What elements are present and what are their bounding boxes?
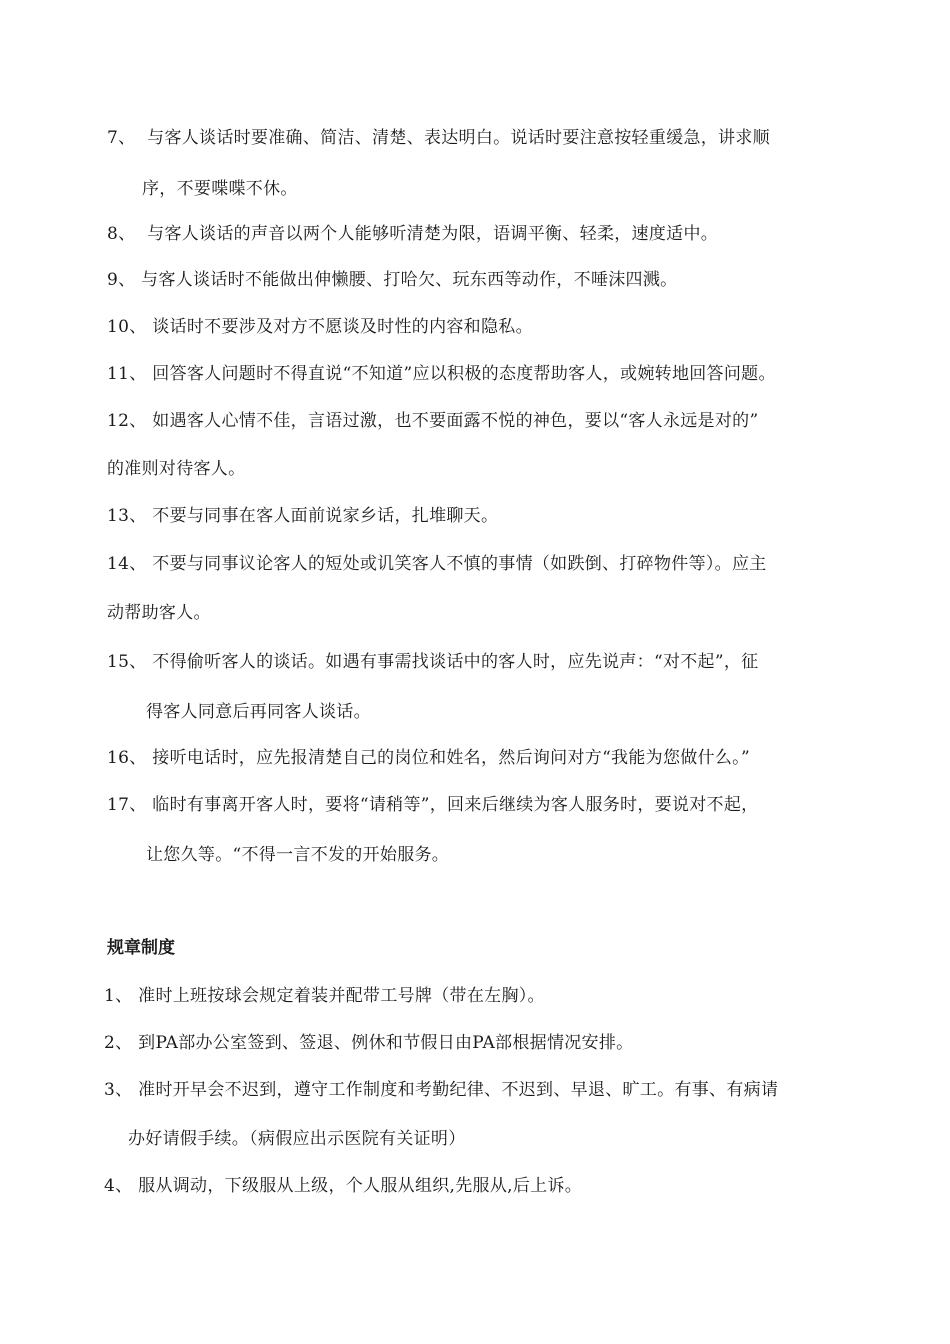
rule-item-13 (107, 504, 498, 528)
item-number: 9、 (107, 270, 136, 290)
regulation-item-3-continuation: 办好请假手续。（病假应出示医院有关证明） (128, 1129, 466, 1149)
rule-item-12 (107, 409, 758, 433)
rule-item-15-continuation: 得客人同意后再同客人谈话。 (146, 702, 371, 722)
item-number: 13、 (107, 506, 147, 526)
item-text: 不要与同事议论客人的短处或讥笑客人不慎的事情（如跌倒、打碎物件等）。应主 (152, 554, 767, 574)
rule-item-7 (107, 126, 770, 150)
rule-item-10 (107, 315, 533, 339)
item-text: 接听电话时，应先报清楚自己的岗位和姓名，然后询问对方“我能为您做什么。” (152, 748, 750, 768)
rule-item-17 (107, 793, 758, 817)
rule-item-11 (107, 362, 776, 386)
rule-item-12-continuation: 的准则对待客人。 (107, 459, 246, 479)
item-text: 不要与同事在客人面前说家乡话，扎堆聊天。 (152, 506, 499, 526)
item-number: 10、 (107, 317, 147, 337)
rule-item-7-continuation: 序，不要喋喋不休。 (142, 179, 298, 199)
item-text: 准时开早会不迟到，遵守工作制度和考勤纪律、不迟到、早退、旷工。有事、有病请 (138, 1080, 779, 1100)
item-text: 回答客人问题时不得直说“不知道”应以积极的态度帮助客人，或婉转地回答问题。 (152, 364, 776, 384)
item-text: 如遇客人心情不佳，言语过激，也不要面露不悦的神色，要以“客人永远是对的” (152, 411, 759, 431)
rule-item-14-continuation: 动帮助客人。 (107, 603, 211, 623)
item-number: 11、 (107, 364, 147, 384)
regulation-item-3 (104, 1078, 778, 1102)
item-number: 7、 (107, 128, 136, 148)
rule-item-9 (107, 268, 677, 292)
rule-item-14 (107, 552, 767, 576)
item-text: 不得偷听客人的谈话。如遇有事需找谈话中的客人时，应先说声：“对不起”，征 (152, 652, 759, 672)
item-number: 8、 (107, 224, 136, 244)
regulation-item-1 (104, 984, 545, 1008)
item-number: 17、 (107, 795, 147, 815)
item-text: 与客人谈话的声音以两个人能够听清楚为限，语调平衡、轻柔，速度适中。 (147, 224, 719, 244)
item-text: 到PA部办公室签到、签退、例休和节假日由PA部根据情况安排。 (138, 1033, 634, 1053)
item-text: 服从调动，下级服从上级，个人服从组织,先服从,后上诉。 (138, 1176, 583, 1196)
item-number: 14、 (107, 554, 147, 574)
regulation-item-4 (104, 1174, 582, 1198)
item-text: 与客人谈话时不能做出伸懒腰、打哈欠、玩东西等动作，不唾沫四溅。 (141, 270, 678, 290)
item-number: 2、 (104, 1033, 133, 1053)
item-number: 3、 (104, 1080, 133, 1100)
item-text: 谈话时不要涉及对方不愿谈及时性的内容和隐私。 (152, 317, 533, 337)
rule-item-15 (107, 650, 758, 674)
item-number: 1、 (104, 986, 133, 1006)
rule-item-17-continuation: 让您久等。“不得一言不发的开始服务。 (146, 845, 450, 865)
rule-item-16 (107, 746, 750, 770)
section-heading-regulations: 规章制度 (107, 938, 175, 958)
item-text: 临时有事离开客人时，要将“请稍等”，回来后继续为客人服务时，要说对不起， (152, 795, 759, 815)
item-number: 15、 (107, 652, 147, 672)
item-number: 12、 (107, 411, 147, 431)
regulation-item-2 (104, 1031, 633, 1055)
item-number: 16、 (107, 748, 147, 768)
item-text: 与客人谈话时要准确、简洁、清楚、表达明白。说话时要注意按轻重缓急，讲求顺 (147, 128, 770, 148)
item-number: 4、 (104, 1176, 133, 1196)
item-text: 准时上班按球会规定着装并配带工号牌（带在左胸）。 (138, 986, 545, 1006)
rule-item-8 (107, 222, 718, 246)
